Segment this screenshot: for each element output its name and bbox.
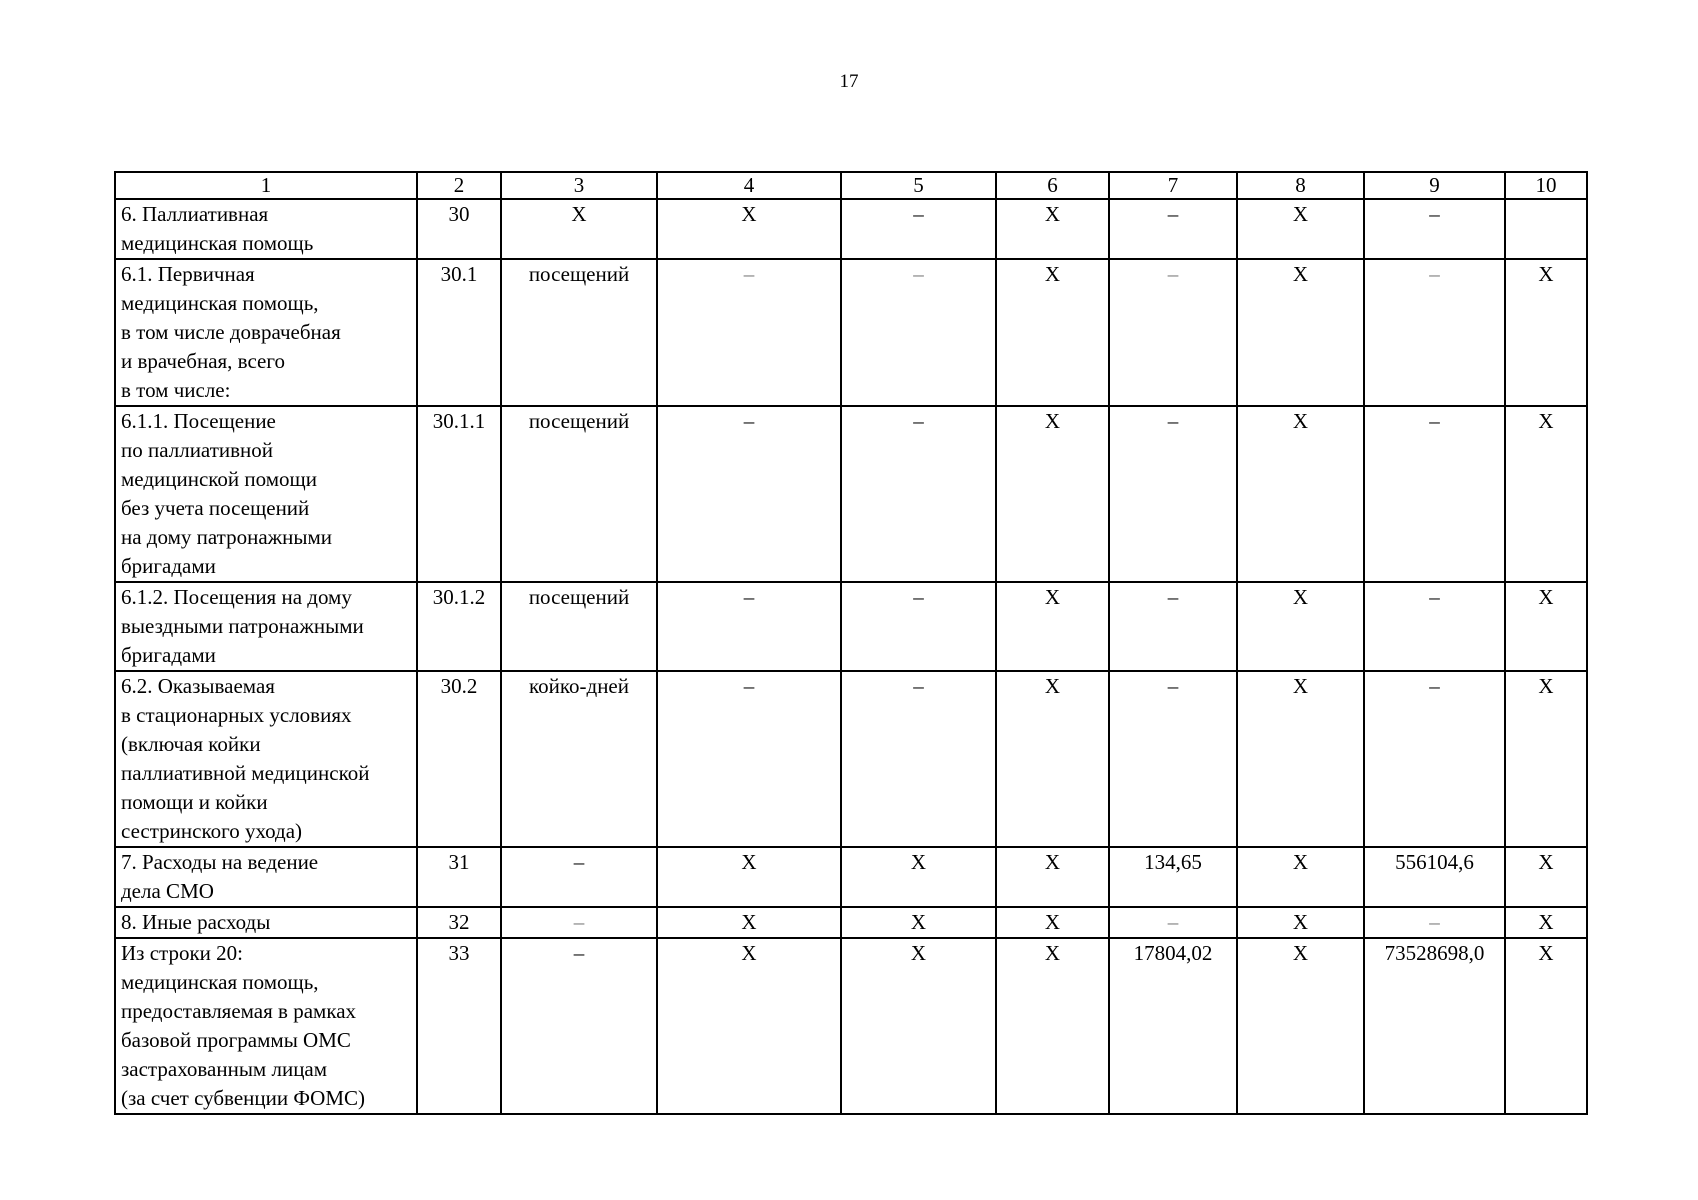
table-cell xyxy=(841,259,996,406)
cell-value: – xyxy=(913,262,924,286)
cell-value: – xyxy=(913,202,924,226)
cell-value: X xyxy=(1044,409,1061,433)
row-name-line: медицинская помощь, xyxy=(121,970,319,994)
table-cell xyxy=(1109,907,1237,938)
row-name-line: 6. Паллиативная xyxy=(121,202,269,226)
table-cell xyxy=(1237,199,1364,259)
cell-value: 31 xyxy=(448,850,470,874)
cell-value: X xyxy=(1044,585,1061,609)
table-cell xyxy=(1109,259,1237,406)
cell-value: X xyxy=(741,910,757,934)
column-number-row xyxy=(115,172,1587,199)
table-cell xyxy=(1505,582,1587,671)
page-number: 17 xyxy=(839,71,859,92)
cell-value: X xyxy=(1292,941,1309,965)
column-number-2: 2 xyxy=(417,172,501,199)
row-name-line: бригадами xyxy=(121,554,216,578)
column-number-9: 9 xyxy=(1364,172,1505,199)
table-row xyxy=(115,582,1587,671)
cell-value: – xyxy=(1429,262,1440,286)
table-cell xyxy=(417,582,501,671)
row-name-cell xyxy=(115,199,417,259)
cell-value: X xyxy=(1538,941,1554,965)
row-name-line: по паллиативной xyxy=(121,438,274,462)
column-number-4: 4 xyxy=(657,172,841,199)
cell-value: койко-дней xyxy=(529,674,629,698)
table-cell xyxy=(1237,671,1364,847)
table-cell xyxy=(501,847,657,907)
row-name-cell xyxy=(115,938,417,1114)
row-name-line: 6.1.2. Посещения на дому xyxy=(121,585,352,609)
cell-value: X xyxy=(1538,674,1554,698)
row-name-line: базовой программы ОМС xyxy=(121,1028,351,1052)
cell-value: X xyxy=(1538,850,1554,874)
row-name-line: в том числе: xyxy=(121,378,231,402)
cell-value: X xyxy=(1044,850,1061,874)
table-cell xyxy=(1109,199,1237,259)
cell-value: – xyxy=(1167,585,1179,609)
table-cell xyxy=(1505,847,1587,907)
table-cell xyxy=(996,199,1109,259)
table-cell xyxy=(1505,938,1587,1114)
cell-value: X xyxy=(1538,910,1554,934)
row-name-line: сестринского ухода) xyxy=(121,819,303,843)
table-cell xyxy=(1237,259,1364,406)
table-cell xyxy=(501,582,657,671)
table-cell xyxy=(501,199,657,259)
table-cell xyxy=(1237,406,1364,582)
table-cell xyxy=(1364,582,1505,671)
row-name-line: медицинская помощь xyxy=(121,231,314,255)
table-cell xyxy=(417,847,501,907)
row-name-line: 6.1.1. Посещение xyxy=(121,409,276,433)
cell-value: X xyxy=(1292,674,1309,698)
cell-value: – xyxy=(1167,262,1179,286)
table-cell xyxy=(996,938,1109,1114)
table-cell xyxy=(657,582,841,671)
table-cell xyxy=(417,671,501,847)
table-cell xyxy=(841,406,996,582)
table-row xyxy=(115,259,1587,406)
table-cell xyxy=(841,907,996,938)
column-number-6: 6 xyxy=(996,172,1109,199)
table-cell xyxy=(1505,199,1587,259)
table-cell xyxy=(1109,406,1237,582)
cell-value: X xyxy=(1044,941,1061,965)
row-name-line: в том числе доврачебная xyxy=(121,320,341,344)
cell-value: – xyxy=(1429,202,1440,226)
row-name-line: помощи и койки xyxy=(121,790,268,814)
table-cell xyxy=(501,406,657,582)
cell-value: 30.1 xyxy=(440,262,478,286)
row-name-line: выездными патронажными xyxy=(121,614,364,638)
table-cell xyxy=(1109,582,1237,671)
table-cell xyxy=(657,259,841,406)
row-name-cell xyxy=(115,582,417,671)
cell-value: – xyxy=(1167,202,1179,226)
cell-value: – xyxy=(1429,409,1440,433)
cell-value: X xyxy=(741,941,757,965)
cell-value: X xyxy=(1292,910,1309,934)
row-name-line: предоставляемая в рамках xyxy=(121,999,357,1023)
cell-value: X xyxy=(910,910,927,934)
row-name-cell xyxy=(115,406,417,582)
row-name-line: застрахованным лицам xyxy=(121,1057,328,1081)
row-name-cell xyxy=(115,907,417,938)
column-number-8: 8 xyxy=(1237,172,1364,199)
cell-value: – xyxy=(573,850,585,874)
table-row xyxy=(115,847,1587,907)
row-name-line: медицинская помощь, xyxy=(121,291,319,315)
row-name-line: медицинской помощи xyxy=(121,467,317,491)
table-cell xyxy=(657,938,841,1114)
table-cell xyxy=(1109,938,1237,1114)
cell-value: – xyxy=(573,910,585,934)
row-name-line: в стационарных условиях xyxy=(121,703,352,727)
table-cell xyxy=(996,847,1109,907)
table-cell xyxy=(417,406,501,582)
table-cell xyxy=(1109,847,1237,907)
row-name-line: (включая койки xyxy=(121,732,261,756)
table-cell xyxy=(996,671,1109,847)
cell-value: X xyxy=(910,941,927,965)
table-cell xyxy=(1364,938,1505,1114)
table-cell xyxy=(657,907,841,938)
cell-value: X xyxy=(1292,202,1309,226)
row-name-cell xyxy=(115,847,417,907)
table-cell xyxy=(657,199,841,259)
table-cell xyxy=(417,259,501,406)
table-cell xyxy=(501,907,657,938)
cell-value: X xyxy=(1044,202,1061,226)
cell-value: – xyxy=(1167,910,1179,934)
table-cell xyxy=(1505,259,1587,406)
table-cell xyxy=(841,199,996,259)
table-cell xyxy=(996,259,1109,406)
cell-value: – xyxy=(913,409,924,433)
cell-value: 30.1.2 xyxy=(432,585,486,609)
cell-value: X xyxy=(1292,850,1309,874)
cell-value: 556104,6 xyxy=(1395,850,1474,874)
column-number-10: 10 xyxy=(1505,172,1587,199)
cell-value: X xyxy=(1538,409,1554,433)
row-name-line: дела СМО xyxy=(121,879,214,903)
column-number-7: 7 xyxy=(1109,172,1237,199)
table-cell xyxy=(657,671,841,847)
cell-value: посещений xyxy=(528,585,630,609)
table-row xyxy=(115,671,1587,847)
cell-value: 33 xyxy=(448,941,470,965)
cell-value: X xyxy=(571,202,587,226)
row-name-line: 6.2. Оказываемая xyxy=(121,674,275,698)
row-name-line: 8. Иные расходы xyxy=(121,910,271,934)
cell-value: – xyxy=(1167,409,1179,433)
cell-value: 32 xyxy=(448,910,470,934)
cell-value: X xyxy=(910,850,927,874)
row-name-line: и врачебная, всего xyxy=(121,349,285,373)
cell-value: – xyxy=(1429,585,1440,609)
table-cell xyxy=(501,938,657,1114)
table-cell xyxy=(1237,907,1364,938)
cell-value: – xyxy=(913,674,924,698)
column-number-5: 5 xyxy=(841,172,996,199)
table-cell xyxy=(1505,671,1587,847)
table-row xyxy=(115,907,1587,938)
cell-value: 17804,02 xyxy=(1133,941,1213,965)
table-cell xyxy=(996,907,1109,938)
table-cell xyxy=(417,938,501,1114)
cell-value: 134,65 xyxy=(1144,850,1202,874)
cell-value: – xyxy=(743,409,755,433)
cell-value: 30 xyxy=(448,202,470,226)
column-number-3: 3 xyxy=(501,172,657,199)
cell-value: 30.1.1 xyxy=(432,409,486,433)
data-table xyxy=(114,171,1588,1115)
cell-value: 73528698,0 xyxy=(1384,941,1485,965)
cell-value: – xyxy=(743,674,755,698)
table-cell xyxy=(1237,582,1364,671)
table-cell xyxy=(841,582,996,671)
row-name-line: (за счет субвенции ФОМС) xyxy=(121,1086,366,1110)
cell-value: посещений xyxy=(528,262,630,286)
cell-value: посещений xyxy=(528,409,630,433)
cell-value: – xyxy=(913,585,924,609)
row-name-line: без учета посещений xyxy=(121,496,310,520)
table-cell xyxy=(657,406,841,582)
cell-value: – xyxy=(1167,674,1179,698)
table-cell xyxy=(1364,199,1505,259)
table-cell xyxy=(841,847,996,907)
cell-value: – xyxy=(743,262,755,286)
table-cell xyxy=(1364,907,1505,938)
row-name-cell xyxy=(115,671,417,847)
table-cell xyxy=(996,582,1109,671)
cell-value: – xyxy=(743,585,755,609)
cell-value: – xyxy=(573,941,585,965)
cell-value: X xyxy=(1292,409,1309,433)
table-cell xyxy=(1237,938,1364,1114)
table-cell xyxy=(417,907,501,938)
cell-value: X xyxy=(1538,585,1554,609)
row-name-line: 6.1. Первичная xyxy=(121,262,255,286)
cell-value: X xyxy=(1292,585,1309,609)
cell-value: X xyxy=(1292,262,1309,286)
cell-value: X xyxy=(741,202,757,226)
cell-value: – xyxy=(1429,910,1440,934)
table-cell xyxy=(657,847,841,907)
table-cell xyxy=(501,671,657,847)
table-cell xyxy=(1505,907,1587,938)
row-name-line: 7. Расходы на ведение xyxy=(121,850,319,874)
cell-value: – xyxy=(1429,674,1440,698)
cell-value: X xyxy=(1538,262,1554,286)
row-name-line: бригадами xyxy=(121,643,216,667)
table-cell xyxy=(841,938,996,1114)
table-cell xyxy=(417,199,501,259)
table-cell xyxy=(501,259,657,406)
cell-value: X xyxy=(1044,674,1061,698)
table-cell xyxy=(1237,847,1364,907)
row-name-cell xyxy=(115,259,417,406)
table-cell xyxy=(1364,671,1505,847)
table-row xyxy=(115,406,1587,582)
row-name-line: Из строки 20: xyxy=(121,941,243,965)
table-cell xyxy=(1505,406,1587,582)
cell-value: X xyxy=(741,850,757,874)
table-cell xyxy=(1364,847,1505,907)
table-row xyxy=(115,938,1587,1114)
table-cell xyxy=(841,671,996,847)
table-cell xyxy=(996,406,1109,582)
table-row xyxy=(115,199,1587,259)
table-cell xyxy=(1109,671,1237,847)
cell-value: 30.2 xyxy=(440,674,478,698)
row-name-line: паллиативной медицинской xyxy=(121,761,370,785)
cell-value: X xyxy=(1044,910,1061,934)
cell-value: X xyxy=(1044,262,1061,286)
table-cell xyxy=(1364,406,1505,582)
row-name-line: на дому патронажными xyxy=(121,525,333,549)
column-number-1: 1 xyxy=(115,172,417,199)
table-cell xyxy=(1364,259,1505,406)
